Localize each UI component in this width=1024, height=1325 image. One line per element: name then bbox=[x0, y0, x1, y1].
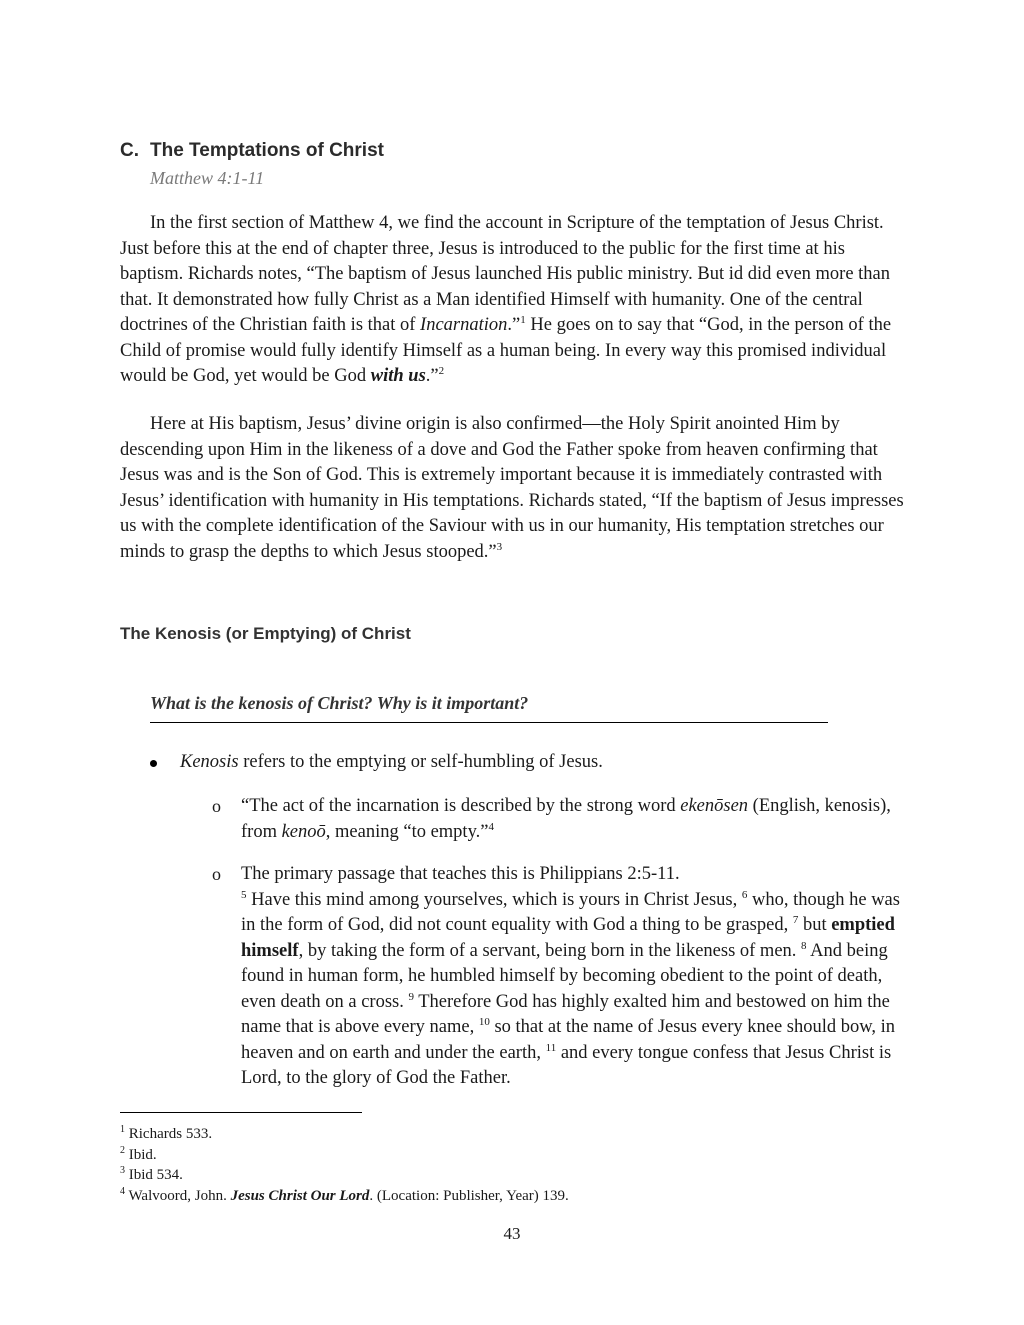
page-number: 43 bbox=[503, 1224, 521, 1243]
subpoint-marker: o bbox=[212, 796, 221, 816]
paragraph-1: In the first section of Matthew 4, we find the account in Scripture of the temptation of Jesus Christ. Just before this at the end of chapter three, Jesus is introduced to the public for the first time at his baptism. Richards notes, “The baptism of Jesus launched His public ministry. But id did even more than that. It demonstrated how fully Christ as a Man identified Himself with humanity. One of the central doctrines of the Christian faith is that of Incarnation.”$^1$ He goes on to say that “God, in the person of the Child of promise would fully identify Himself as a human being. In every way this promised individual would be God, yet would be God with us.”$^2$ bbox=[120, 213, 892, 386]
passage-intro: The primary passage that teaches this is Philippians 2:5-11. bbox=[241, 864, 680, 884]
emphasis-emptied-himself: emptied himself bbox=[241, 915, 895, 961]
greek-word-kenoo: kenoō bbox=[281, 821, 326, 842]
book-title: Jesus Christ Our Lord bbox=[230, 1187, 370, 1204]
footnote-4: $^4$ Walvoord, John. Jesus Christ Our Lord. (Location: Publisher, Year) 139. bbox=[120, 1185, 569, 1204]
footnote-ref-2: 2 bbox=[438, 364, 445, 377]
kenosis-term: Kenosis bbox=[180, 752, 239, 772]
footnote-1: $^1$ Richards 533. bbox=[120, 1124, 213, 1142]
footnote-ref-1: 1 bbox=[520, 313, 526, 326]
italic-with-us: with us bbox=[370, 366, 426, 386]
kenosis-heading: The Kenosis (or Emptying) of Christ bbox=[120, 624, 411, 643]
scripture-reference: Matthew 4:1-11 bbox=[150, 168, 265, 188]
footnote-3: $^3$ Ibid 534. bbox=[120, 1165, 183, 1183]
document-page: C. The Temptations of Christ Matthew 4:1-11 In the first section of Matthew 4, we find the account in Scripture of the temptation of Jesus Christ. Just before this at the end of chapter three, Jesus is introduced to the public for the first time at his baptism. Richards notes, “The baptism of Jesus launched His public ministry. But id did even more than that. It demonstrated how fully Christ as a Man identified Himself with humanity. One of the central doctrines of the Christian faith is that of Incarnation.”$^1$ He goes on to say that “God, in the person of the Child of promise would fully identify Himself as a human being. In every way this promised individual would be God, yet would be God with us.”$^2$ Here at His baptism, Jesus’ divine origin is also confirmed—the Holy Spirit anointed Him by descending upon Him in the likeness of a dove and God the Father spoke from heaven confirming that Jesus was and is the Son of God. This is extremely important because it is immediately contrasted with Jesus’ identification with humanity in His temptations. Richards stated, “If the baptism of Jesus impresses us with the complete identification of the Saviour with us in our humanity, His temptation stretches our minds to grasp the depths to which Jesus stooped.”$^3$ The Kenosis (or Emptying) of Christ What is the kenosis of Christ? Why is it important? Kenosis refers to the emptying or self-humbling of Jesus. o “The act of the incarnation is described by the strong word ekenōsen (English, kenosis), from kenoō, meaning “to empty.”$^4$ o The primary passage that teaches this is Philippians 2:5-11. $^5$ Have this mind among yourselves, which is yours in Christ Jesus, $^6$ who, though he was in the form of God, did not count equality with God a thing to be grasped, $^7$ but emptied himself, by taking the form of a servant, being born in the likeness of men. $^8$ And being found in human form, he humbled himself by becoming obedient to the point of death, even death on a cross. $^9$ Therefore God has highly exalted him and bestowed on him the name that is above every name, $^{10}$ so that at the name of Jesus every knee should bow, in heaven and on earth and under the earth, $^{11}$ and every tongue confess that Jesus Christ is Lord, to the glory of God the Father. $^1$ Richards 533. $^2$ Ibid. $^3$ Ibid 534. $^4$ Walvoord, John. Jesus Christ Our Lord. (Location: Publisher, Year) 139. 43 bbox=[0, 0, 1024, 1325]
footnotes bbox=[120, 1124, 569, 1206]
bullet-dot-icon bbox=[150, 760, 157, 767]
paragraph-2: Here at His baptism, Jesus’ divine origin is also confirmed—the Holy Spirit anointed Him by descending upon Him in the likeness of a dove and God the Father spoke from heaven confirming that Jesus was and is the Son of God. This is extremely important because it is immediately contrasted with Jesus’ identification with humanity in His temptations. Richards stated, “If the baptism of Jesus impresses us with the complete identification of the Saviour with us in our humanity, His temptation stretches our minds to grasp the depths to which Jesus stooped.”$^3$ bbox=[120, 414, 904, 562]
study-question: What is the kenosis of Christ? Why is it important? bbox=[150, 693, 529, 713]
subpoint-marker: o bbox=[212, 864, 221, 884]
question-underline bbox=[150, 722, 828, 723]
section-title: The Temptations of Christ bbox=[150, 140, 384, 161]
footnote-separator bbox=[120, 1112, 362, 1113]
greek-word-ekenosen: ekenōsen bbox=[680, 796, 749, 816]
footnote-ref-4: 4 bbox=[488, 820, 494, 833]
section-heading bbox=[120, 140, 384, 162]
philippians-passage: $^5$ Have this mind among yourselves, which is yours in Christ Jesus, $^6$ who, though he was in the form of God, did not count equality with God a thing to be grasped, $^7$ but emptied himself, by taking the form of a servant, being born in the likeness of men. $^8$ And being found in human form, he humbled himself by becoming obedient to the point of death, even death on a cross. $^9$ Therefore God has highly exalted him and bestowed on him the name that is above every name, $^{10}$ so that at the name of Jesus every knee should bow, in heaven and on earth and under the earth, $^{11}$ and every tongue confess that Jesus Christ is Lord, to the glory of God the Father. bbox=[241, 888, 900, 1088]
footnote-ref-3: 3 bbox=[496, 540, 503, 553]
footnote-2: $^2$ Ibid. bbox=[120, 1144, 157, 1163]
italic-incarnation: Incarnation bbox=[420, 315, 508, 335]
section-letter: C. bbox=[120, 140, 139, 161]
